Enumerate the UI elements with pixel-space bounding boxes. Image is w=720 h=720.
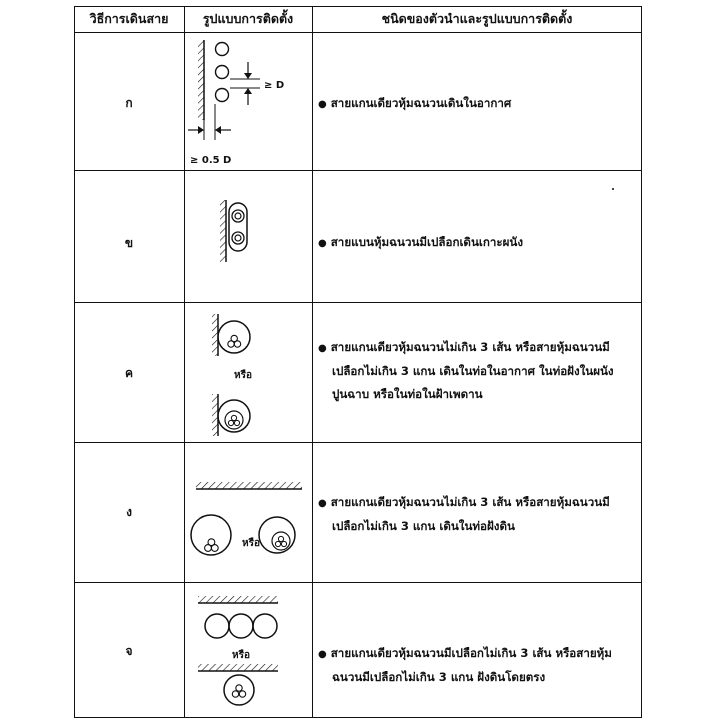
- desc-line-3: ปูนฉาบ หรือในท่อในฝ้าเพดาน: [332, 387, 483, 401]
- row-code-a: ก: [125, 96, 133, 110]
- desc-line: สายแกนเดียวหุ้มฉนวนมีเปลือกไม่เกิน 3 เส้น หรือสายหุ้ม: [330, 646, 612, 660]
- desc-line: สายแกนเดียวหุ้มฉนวนเดินในอากาศ: [330, 96, 512, 110]
- scan-speck: [612, 188, 614, 190]
- spacing-label: ≥ D: [264, 80, 285, 91]
- row-desc-e: [318, 642, 636, 689]
- figure-flat-cable-on-wall: [184, 170, 312, 302]
- header-divider: [74, 32, 642, 33]
- or-label: หรือ: [234, 370, 252, 381]
- or-label: หรือ: [242, 538, 260, 549]
- row-code-e: จ: [125, 644, 133, 658]
- or-label: หรือ: [232, 650, 250, 661]
- desc-line-2: เปลือกไม่เกิน 3 แกน เดินในท่อในอากาศ ในท่อฝังในผนัง: [332, 364, 614, 378]
- desc-line-1: [318, 336, 636, 360]
- bullet-icon: ●: [318, 238, 327, 249]
- bullet-icon: ●: [318, 99, 327, 110]
- row-desc-c: [318, 336, 636, 406]
- desc-line-1: [318, 491, 636, 515]
- header-conductor: ชนิดของตัวนำและรูปแบบการติดตั้ง: [381, 11, 573, 26]
- row-code-c: ค: [124, 366, 134, 380]
- gap-label: ≥ 0.5 D: [190, 155, 232, 166]
- desc-line-2: ฉนวนมีเปลือกไม่เกิน 3 แกน ฝังดินโดยตรง: [332, 670, 546, 684]
- desc-line: สายแกนเดียวหุ้มฉนวนไม่เกิน 3 เส้น หรือสายหุ้มฉนวนมี: [330, 495, 610, 509]
- row-divider: [74, 170, 642, 171]
- figure-conduit-in-wall: [184, 302, 312, 442]
- bullet-icon: ●: [318, 649, 327, 660]
- wiring-methods-table: [74, 6, 642, 718]
- header-method: วิธีการเดินสาย: [89, 11, 169, 26]
- row-code-d: ง: [126, 505, 132, 519]
- row-divider: [74, 582, 642, 583]
- row-divider: [74, 302, 642, 303]
- row-divider: [74, 442, 642, 443]
- bullet-icon: ●: [318, 343, 327, 354]
- row-code-b: ข: [124, 236, 134, 250]
- header-pattern: รูปแบบการติดตั้ง: [202, 11, 294, 26]
- row-desc-d: [318, 491, 636, 538]
- row-desc-a: [318, 92, 636, 116]
- figure-conduit-underground: [184, 442, 312, 582]
- column-divider: [312, 6, 313, 718]
- figure-direct-burial: [184, 582, 312, 718]
- desc-line: สายแกนเดียวหุ้มฉนวนไม่เกิน 3 เส้น หรือสายหุ้มฉนวนมี: [330, 340, 610, 354]
- bullet-icon: ●: [318, 498, 327, 509]
- desc-line: สายแบนหุ้มฉนวนมีเปลือกเดินเกาะผนัง: [330, 235, 523, 249]
- row-desc-b: [318, 231, 636, 255]
- figure-single-core-in-air: [184, 32, 312, 170]
- desc-line-2: เปลือกไม่เกิน 3 แกน เดินในท่อฝังดิน: [332, 519, 515, 533]
- desc-line-1: [318, 642, 636, 666]
